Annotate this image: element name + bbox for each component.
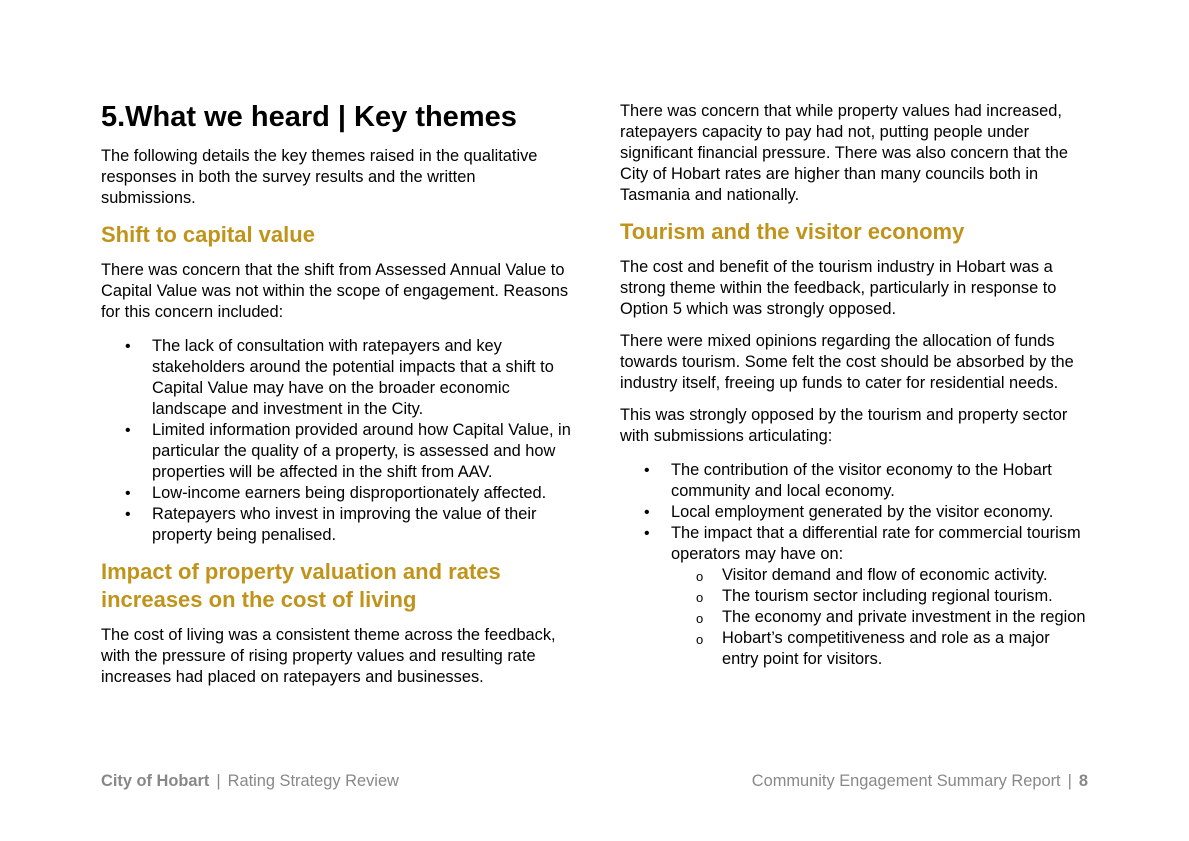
sub-list-item: o Hobart’s competitiveness and role as a major entry point for visitors. <box>696 629 1050 668</box>
tourism-impact-sublist <box>620 565 1088 670</box>
cost-of-living-paragraph: The cost of living was a consistent theme across the feedback, with the pressure of rising property values and resulting rate increases had placed on ratepayers and businesses. <box>101 626 556 686</box>
bullet-icon: • <box>125 422 131 439</box>
bullet-icon: • <box>644 525 650 542</box>
hollow-bullet-icon: o <box>696 632 704 647</box>
list-item: • The lack of consultation with ratepayers and key stakeholders around the potential impacts that a shift to Capital Value may have on the broader economic landscape and investment in the City. <box>125 337 554 418</box>
list-item: • Local employment generated by the visitor economy. <box>644 503 1054 521</box>
sub-list-item: o The economy and private investment in the region <box>620 607 1088 628</box>
rates-concern-paragraph: There was concern that while property values had increased, ratepayers capacity to pay had not, putting people under significant financial pressure. There was also concern that the City of Hobart rates are higher than many councils both in Tasmania and nationally. <box>620 102 1068 204</box>
page-number: 8 <box>1078 772 1088 790</box>
bullet-icon: • <box>125 338 131 355</box>
footer-report-title: Community Engagement Summary Report <box>751 772 1061 790</box>
bullet-icon: • <box>125 506 131 523</box>
list-item: • Ratepayers who invest in improving the value of their property being penalised. <box>125 505 537 544</box>
sub-list-item: o Visitor demand and flow of economic activity. <box>620 565 1088 586</box>
hollow-bullet-icon: o <box>696 611 704 626</box>
footer-separator: | <box>1067 772 1072 790</box>
list-item: • Limited information provided around how Capital Value, in particular the quality of a property, is assessed and how properties will be affected in the shift from AAV. <box>125 421 571 481</box>
list-item: • The contribution of the visitor economy to the Hobart community and local economy. <box>644 461 1052 500</box>
hollow-bullet-icon: o <box>696 590 704 605</box>
tourism-paragraph-2: There were mixed opinions regarding the allocation of funds towards tourism. Some felt the cost should be absorbed by the industry itself, freeing up funds to cater for residential needs. <box>620 332 1074 392</box>
list-item: • Low-income earners being disproportionately affected. <box>125 484 547 502</box>
capital-value-paragraph: There was concern that the shift from Assessed Annual Value to Capital Value was not within the scope of engagement. Reasons for this concern included: <box>101 261 569 321</box>
section-heading-cost-of-living: Impact of property valuation and rates increases on the cost of living <box>101 559 501 612</box>
intro-paragraph: The following details the key themes raised in the qualitative responses in both the survey results and the written submissions. <box>101 147 538 207</box>
tourism-paragraph-1: The cost and benefit of the tourism industry in Hobart was a strong theme within the feedback, particularly in response to Option 5 which was strongly opposed. <box>620 258 1057 318</box>
page-heading: 5.What we heard | Key themes <box>101 101 517 133</box>
bullet-icon: • <box>644 462 650 479</box>
left-column <box>101 0 573 688</box>
section-heading-tourism: Tourism and the visitor economy <box>620 219 965 244</box>
footer-right <box>752 771 1088 792</box>
right-column <box>620 0 1088 670</box>
tourism-submissions-list <box>620 460 1088 565</box>
section-heading-capital-value: Shift to capital value <box>101 222 315 247</box>
hollow-bullet-icon: o <box>696 569 704 584</box>
footer-doc-title: Rating Strategy Review <box>227 772 399 790</box>
list-item: • The impact that a differential rate for commercial tourism operators may have on: <box>644 524 1081 563</box>
footer-org: City of Hobart <box>101 772 210 790</box>
capital-value-concerns-list <box>101 336 573 546</box>
footer-separator: | <box>216 772 221 790</box>
sub-list-item: o The tourism sector including regional tourism. <box>620 586 1088 607</box>
bullet-icon: • <box>125 485 131 502</box>
tourism-paragraph-3: This was strongly opposed by the tourism and property sector with submissions articulating: <box>620 406 1068 445</box>
bullet-icon: • <box>644 504 650 521</box>
footer-left <box>101 771 399 792</box>
